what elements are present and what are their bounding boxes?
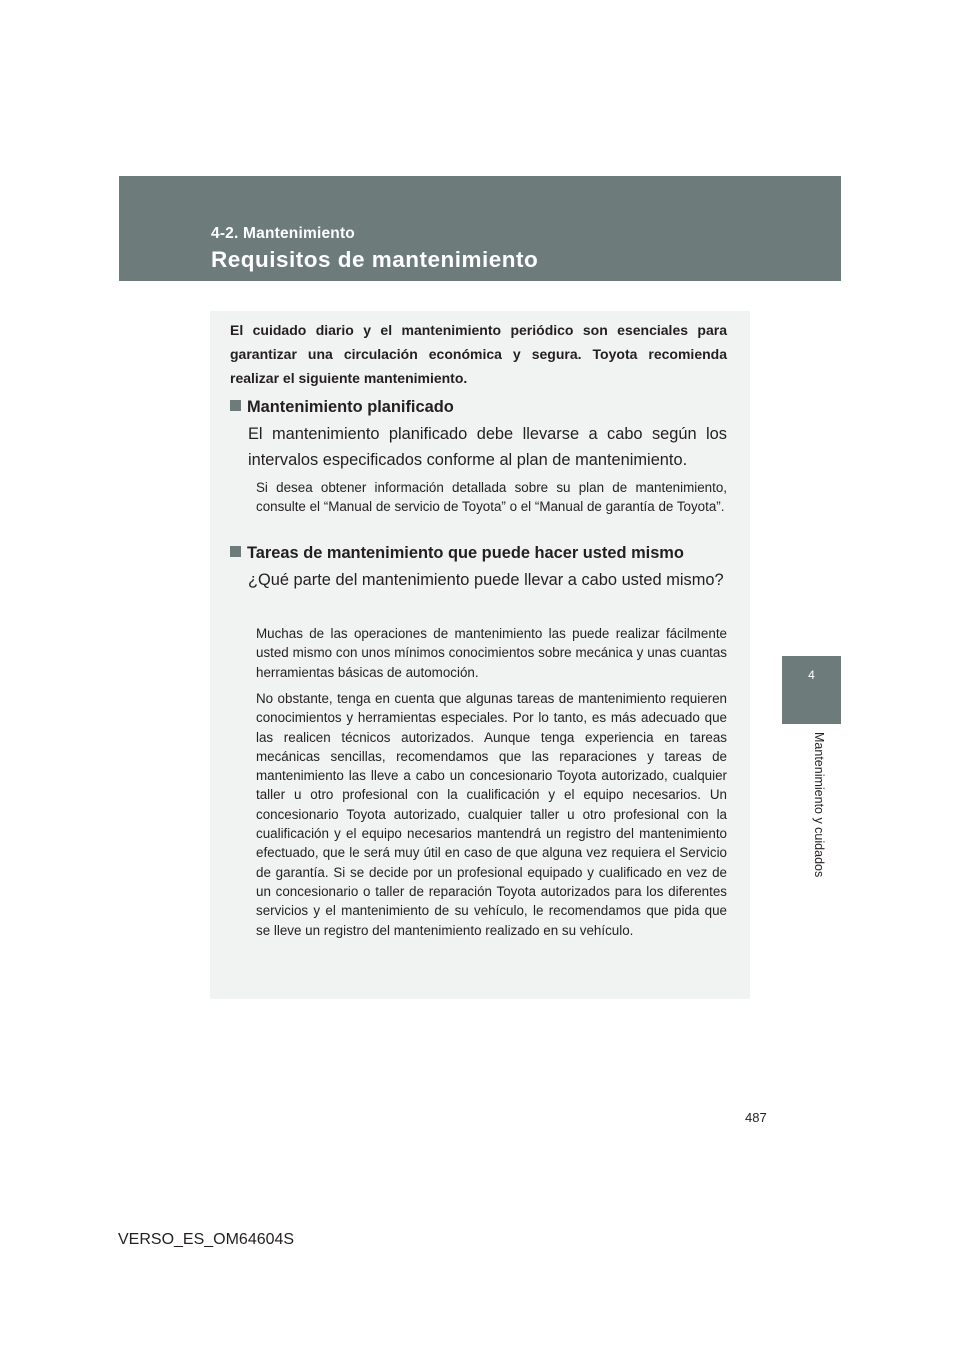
section-note-diy-1: Muchas de las operaciones de mantenimiento las puede realizar fácilmente usted mismo con unos mínimos conocimientos sobre mecánica y unas cuantas herramientas básicas de automoción. xyxy=(256,626,727,680)
chapter-tab[interactable] xyxy=(782,656,841,724)
section-lead-planned: El mantenimiento planificado debe llevarse a cabo según los intervalos especificados conforme al plan de mantenimiento. xyxy=(248,425,727,469)
chapter-label: Mantenimiento y cuidados xyxy=(812,732,826,878)
section-label: 4-2. Mantenimiento xyxy=(211,225,355,242)
document-code: VERSO_ES_OM64604S xyxy=(118,1231,295,1248)
page-title: Requisitos de mantenimiento xyxy=(211,247,539,272)
section-note-planned: Si desea obtener información detallada sobre su plan de mantenimiento, consulte el “Manual de servicio de Toyota” o el “Manual de garantía de Toyota”. xyxy=(256,480,727,515)
section-lead-diy: ¿Qué parte del mantenimiento puede llevar a cabo usted mismo? xyxy=(248,571,724,589)
section-heading-diy xyxy=(230,542,684,564)
chapter-number: 4 xyxy=(808,668,815,682)
square-bullet-icon xyxy=(230,546,241,557)
section-heading-planned xyxy=(230,396,454,418)
intro-text: El cuidado diario y el mantenimiento periódico son esenciales para garantizar una circulación económica y segura. Toyota recomienda realizar el siguiente mantenimiento. xyxy=(230,322,727,386)
section-note-diy-2: No obstante, tenga en cuenta que algunas tareas de mantenimiento requieren conocimientos y herramientas especiales. Por lo tanto, es más adecuado que las realicen técnicos autorizados. Aunque tenga experiencia en tareas mecánicas sencillas, recomendamos que las reparaciones y tareas de mantenimiento las lleve a cabo un concesionario Toyota autorizado, cualquier taller u otro profesional con la cualificación y el equipo necesarios. Un concesionario Toyota autorizado, cualquier taller u otro profesional con la cualificación y el equipo necesarios mantendrá un registro del mantenimiento efectuado, que le será muy útil en caso de que alguna vez requiera el Servicio de garantía. Si se decide por un profesional equipado y cualificado en vez de un concesionario o taller de reparación Toyota autorizados para los diferentes servicios y el mantenimiento de su vehículo, le recomendamos que pida que se lleve un registro del mantenimiento realizado en su vehículo. xyxy=(256,691,727,938)
section-heading-label: Tareas de mantenimiento que puede hacer usted mismo xyxy=(247,544,684,562)
section-heading-label: Mantenimiento planificado xyxy=(247,398,454,416)
square-bullet-icon xyxy=(230,400,241,411)
page-number: 487 xyxy=(745,1110,767,1125)
content-box xyxy=(210,311,750,999)
header-band xyxy=(119,176,841,281)
